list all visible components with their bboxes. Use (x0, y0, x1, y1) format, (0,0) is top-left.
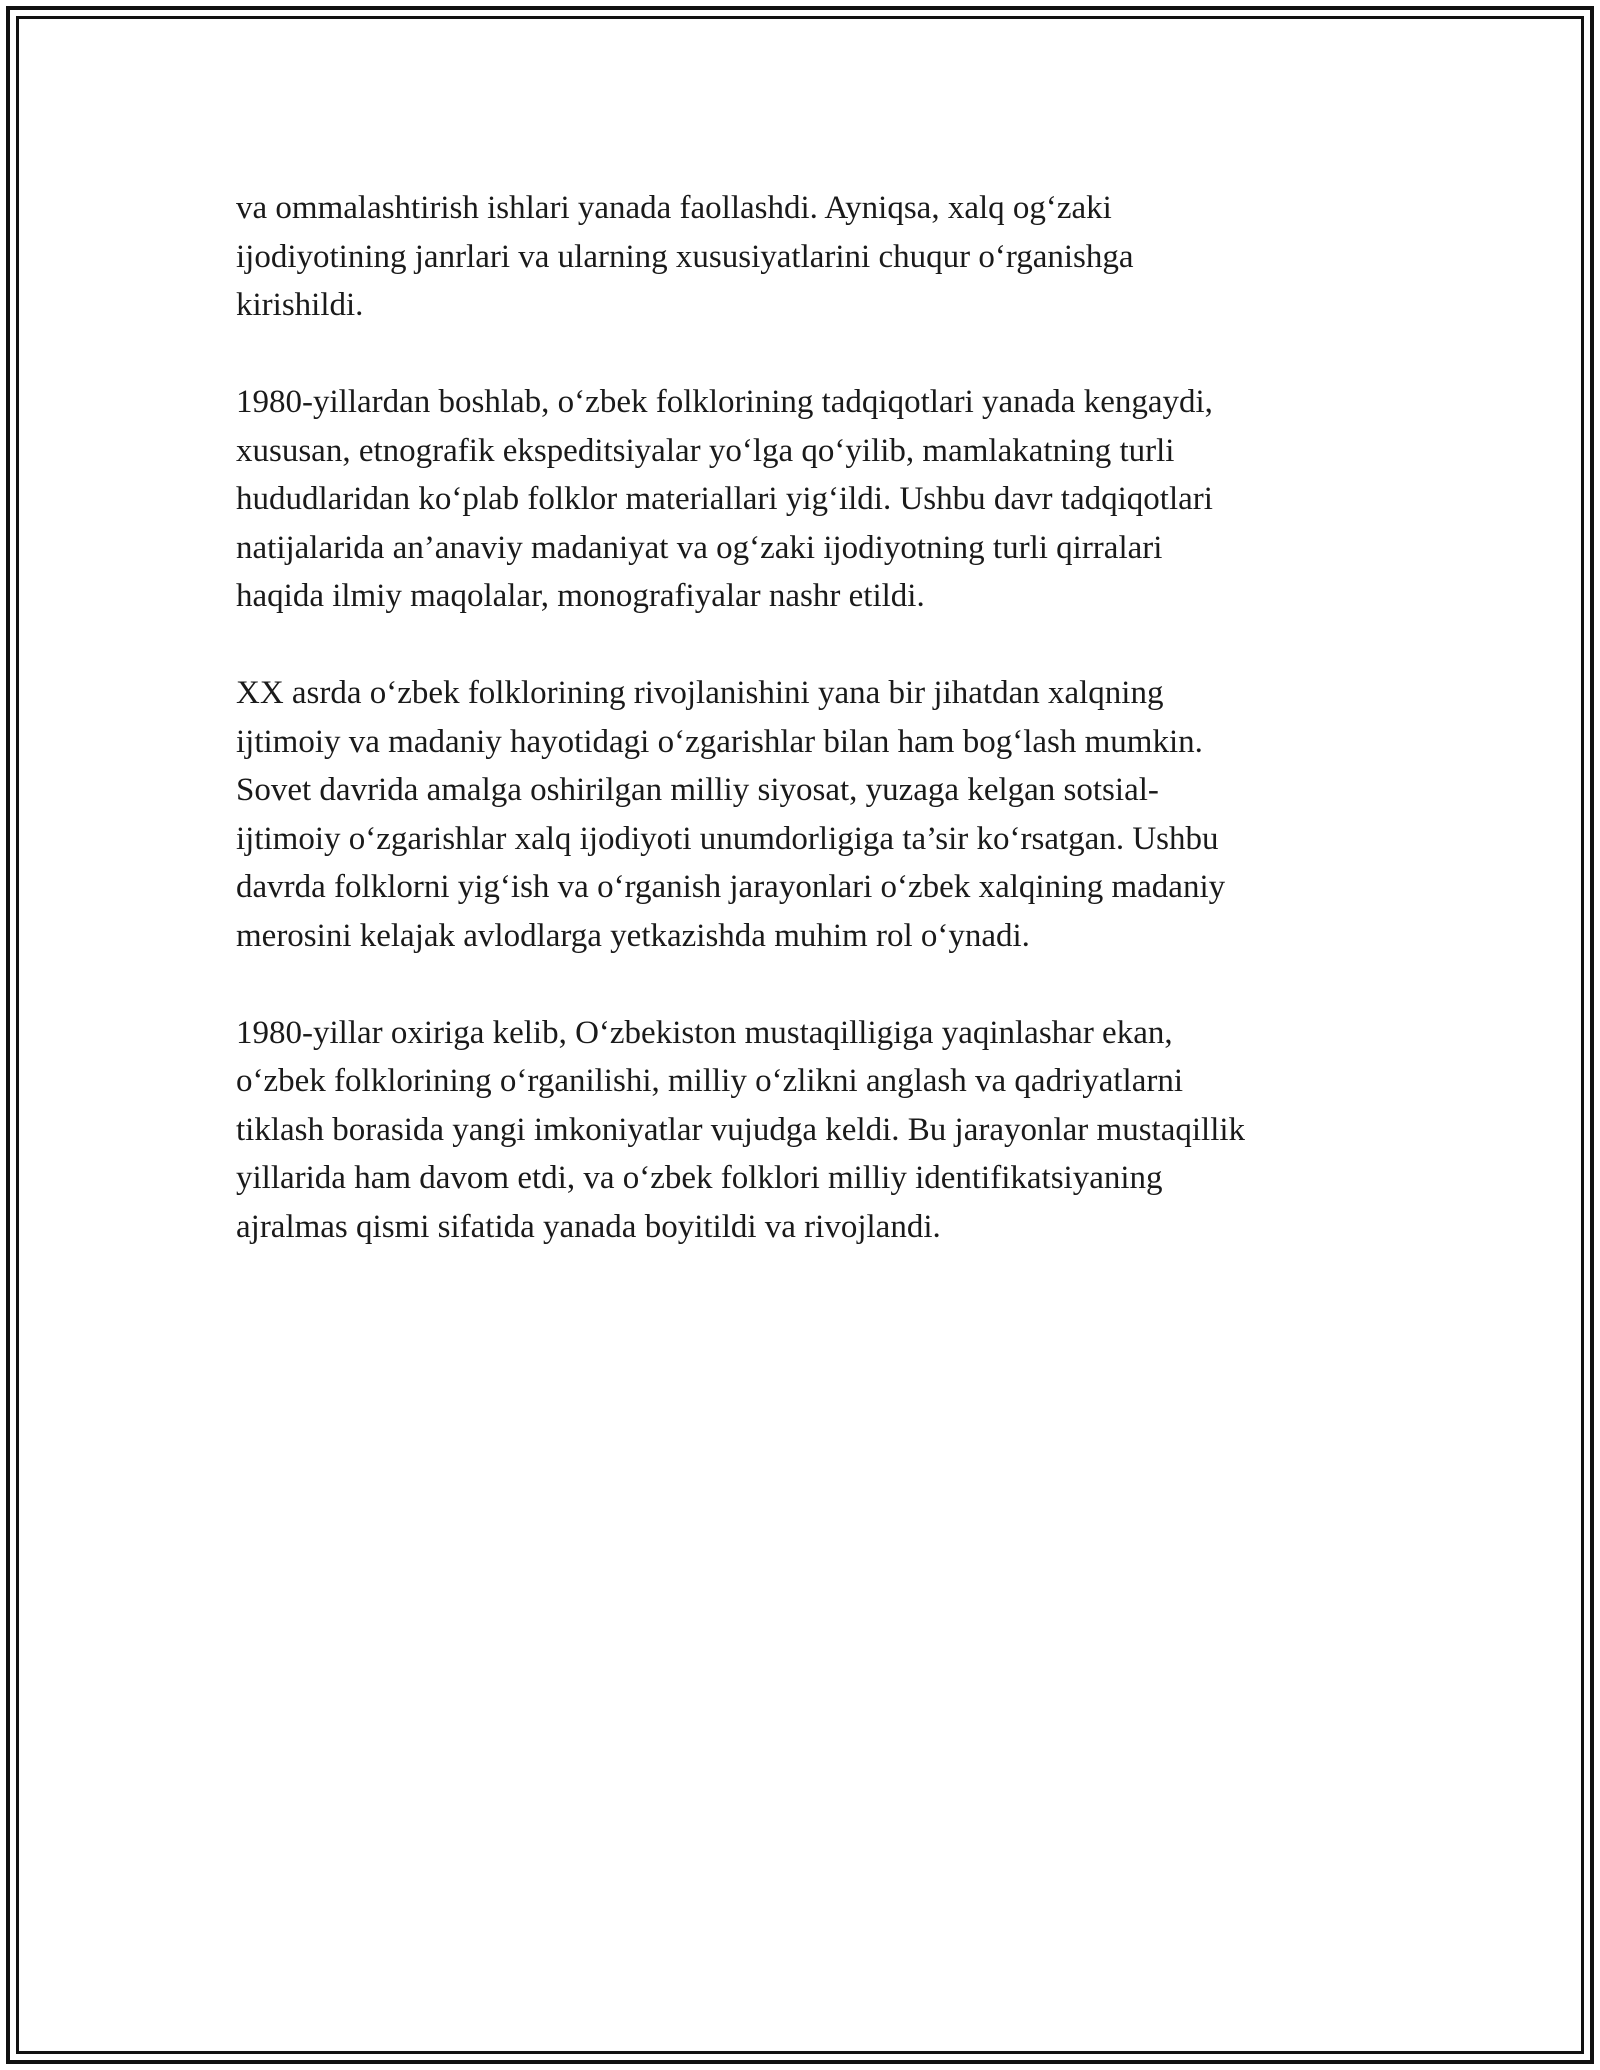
text-line: va ommalashtirish ishlari yanada faollashdi. Ayniqsa, xalq og‘zaki (236, 190, 1112, 226)
text-line: 1980-yillardan boshlab, o‘zbek folklorining tadqiqotlari yanada kengaydi, (236, 384, 1213, 420)
text-line: kirishildi. (236, 287, 364, 323)
paragraph-3 (236, 669, 1366, 960)
text-line: xususan, etnografik ekspeditsiyalar yo‘lga qo‘yilib, mamlakatning turli (236, 432, 1175, 469)
paragraph-4 (236, 1009, 1366, 1252)
text-line: Sovet davrida amalga oshirilgan milliy siyosat, yuzaga kelgan sotsial- (236, 772, 1159, 808)
text-line: yillarida ham davom etdi, va o‘zbek folklori milliy identifikatsiyaning (236, 1160, 1163, 1196)
text-line: ijodiyotining janrlari va ularning xususiyatlarini chuqur o‘rganishga (236, 238, 1134, 275)
text-line: o‘zbek folklorining o‘rganilishi, milliy o‘zlikni anglash va qadriyatlarni (236, 1063, 1184, 1099)
text-line: merosini kelajak avlodlarga yetkazishda muhim rol o‘ynadi. (236, 917, 1030, 954)
paragraph-1 (236, 184, 1366, 330)
text-line: ajralmas qismi sifatida yanada boyitildi va rivojlandi. (236, 1208, 941, 1245)
text-line: hududlaridan ko‘plab folklor materiallari yig‘ildi. Ushbu davr tadqiqotlari (236, 481, 1213, 517)
document-body (236, 184, 1366, 1300)
paragraph-2 (236, 378, 1366, 621)
text-line: 1980-yillar oxiriga kelib, O‘zbekiston mustaqilligiga yaqinlashar ekan, (236, 1014, 1173, 1051)
text-line: davrda folklorni yig‘ish va o‘rganish jarayonlari o‘zbek xalqining madaniy (236, 869, 1226, 905)
text-line: ijtimoiy o‘zgarishlar xalq ijodiyoti unumdorligiga ta’sir ko‘rsatgan. Ushbu (236, 820, 1219, 857)
text-line: XX asrda o‘zbek folklorining rivojlanishini yana bir jihatdan xalqning (236, 675, 1164, 711)
text-line: natijalarida an’anaviy madaniyat va og‘zaki ijodiyotning turli qirralari (236, 529, 1163, 566)
text-line: tiklash borasida yangi imkoniyatlar vujudga keldi. Bu jarayonlar mustaqillik (236, 1111, 1246, 1148)
text-line: haqida ilmiy maqolalar, monografiyalar nashr etildi. (236, 578, 925, 614)
text-line: ijtimoiy va madaniy hayotidagi o‘zgarishlar bilan ham bog‘lash mumkin. (236, 723, 1203, 760)
